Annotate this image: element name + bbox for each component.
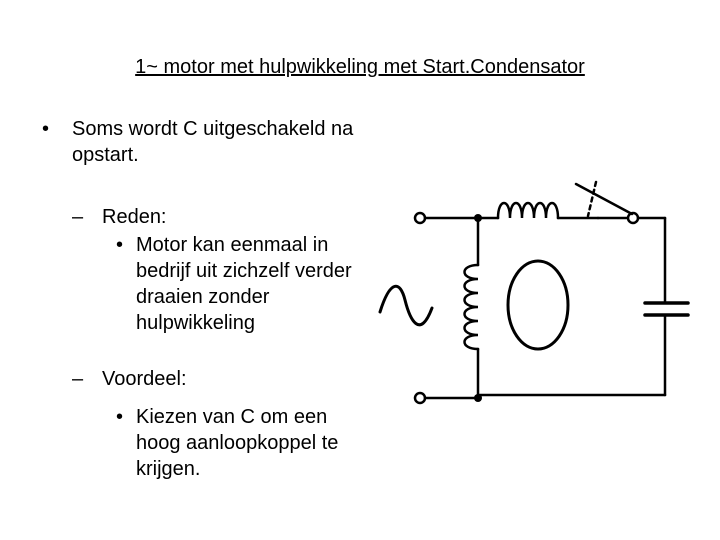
terminal-bottom <box>415 393 425 403</box>
auxiliary-winding-coil <box>498 203 558 218</box>
ac-source-symbol <box>380 286 432 325</box>
switch-mechanism <box>588 182 596 216</box>
junction-dot <box>474 394 482 402</box>
bullet-symbol: • <box>116 234 124 256</box>
motor <box>508 261 568 349</box>
switch-blade <box>576 184 632 214</box>
dash-symbol: – <box>72 368 84 390</box>
terminal-top <box>415 213 425 223</box>
reason-text: Motor kan eenmaal in bedrijf uit zichzelf verder draaien zonder hulpwikkeling <box>136 234 352 334</box>
bullet-main-text: Soms wordt C uitgeschakeld na opstart. <box>72 118 354 166</box>
bullet-symbol: • <box>116 406 124 428</box>
bullet-main <box>42 116 354 166</box>
dash-symbol: – <box>72 206 84 228</box>
main-winding-coil <box>465 265 479 349</box>
bullet-symbol: • <box>42 118 50 140</box>
slide-title: 1~ motor met hulpwikkeling met Start.Condensator <box>135 56 585 78</box>
reason-label: Reden: <box>102 206 167 228</box>
motor-circuit-diagram <box>370 170 710 420</box>
advantage-label: Voordeel: <box>102 368 187 390</box>
advantage-text: Kiezen van C om een hoog aanloopkoppel te krijgen. <box>136 406 339 480</box>
junction-dot <box>474 214 482 222</box>
